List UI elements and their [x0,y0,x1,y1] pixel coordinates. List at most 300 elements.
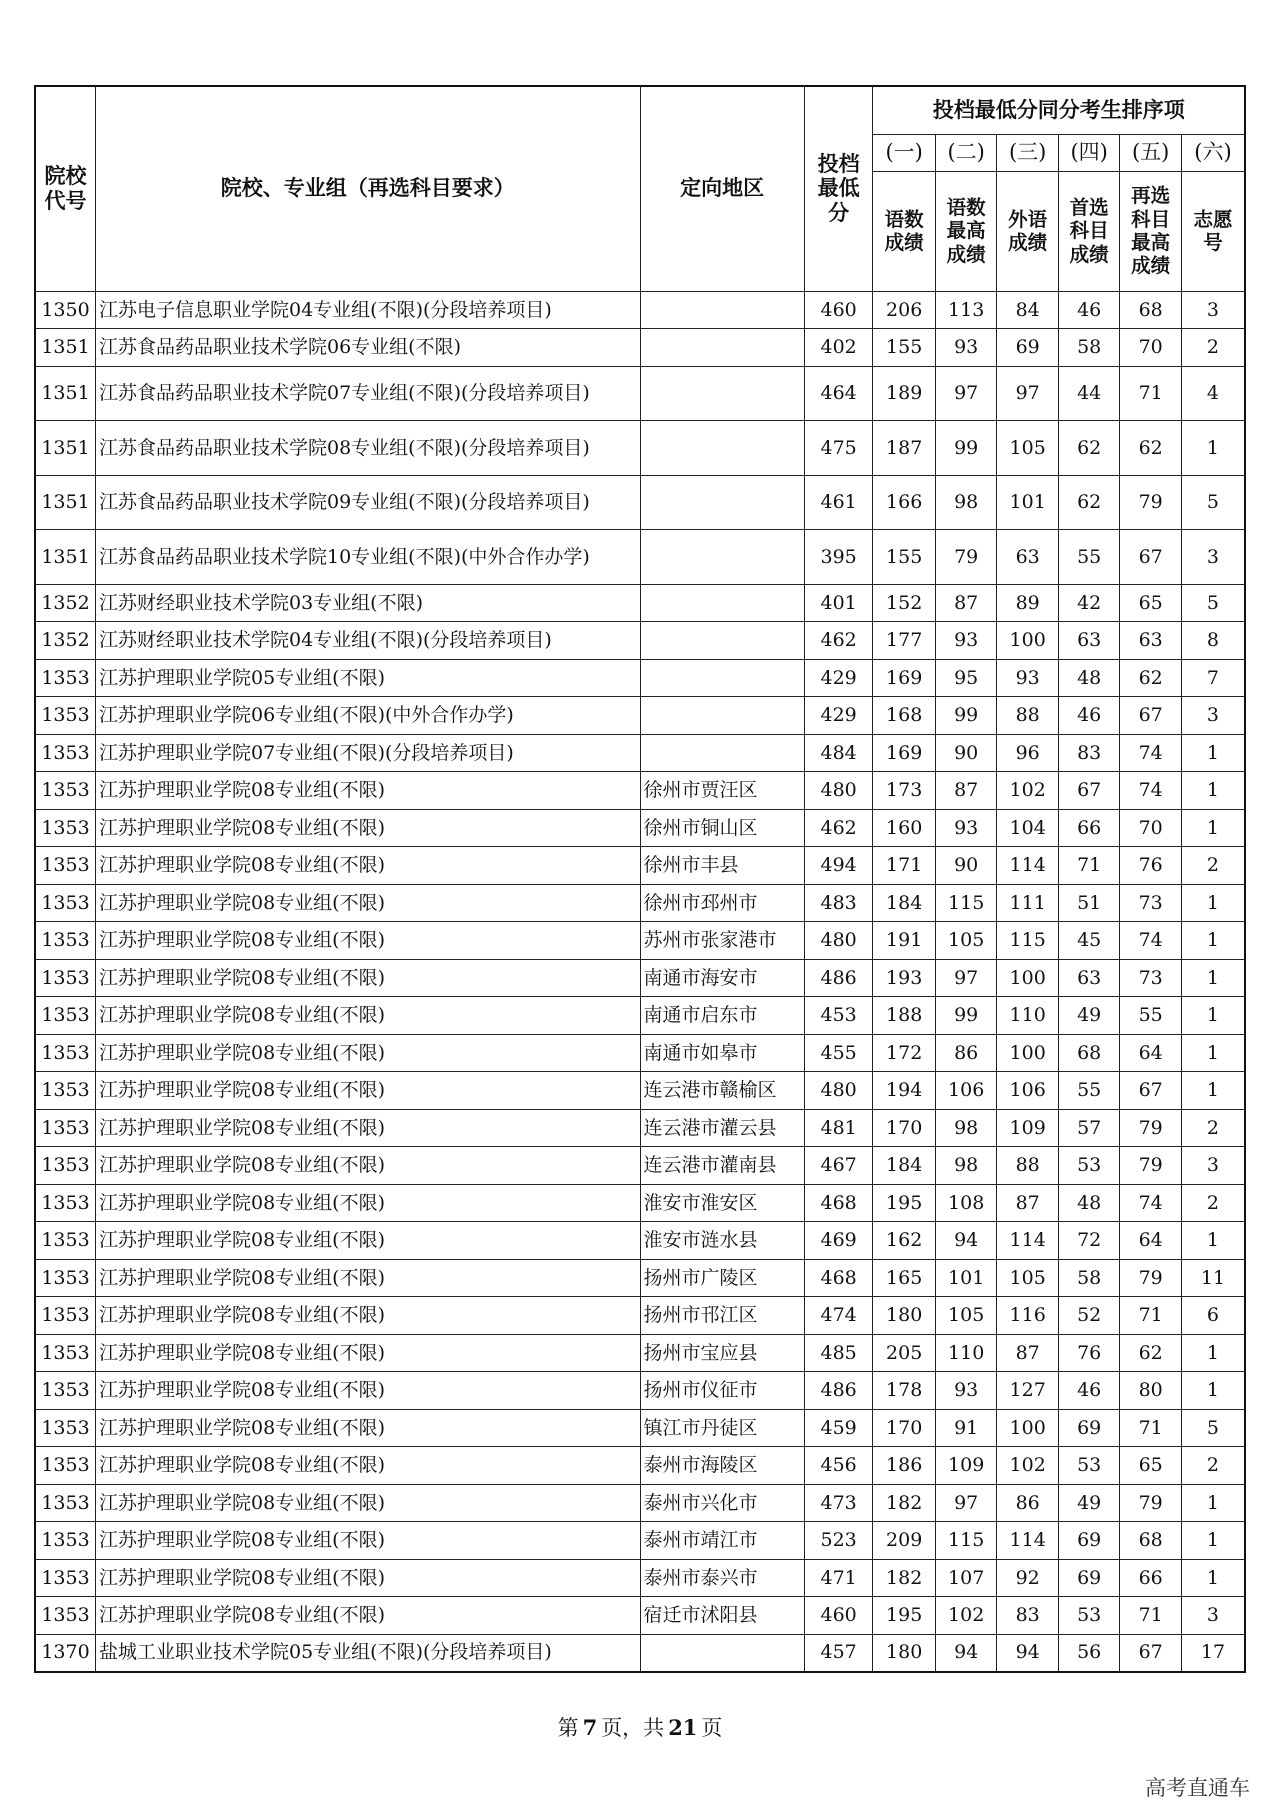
cell-region: 连云港市灌云县 [640,1109,804,1147]
cell-region: 苏州市张家港市 [640,922,804,960]
cell-sort-5: 79 [1120,1484,1182,1522]
table-row [35,847,1245,885]
table-row [35,997,1245,1035]
cell-sort-1: 171 [873,847,936,885]
cell-code: 1353 [35,1409,96,1447]
cell-min-score: 469 [804,1222,873,1260]
header-order-5: (五) [1120,134,1182,171]
cell-min-score: 429 [804,659,873,697]
cell-sort-5: 79 [1120,475,1182,530]
cell-sort-5: 64 [1120,1034,1182,1072]
cell-name: 江苏护理职业学院08专业组(不限) [96,1447,641,1485]
cell-sort-6: 1 [1181,1559,1245,1597]
cell-name: 江苏食品药品职业技术学院07专业组(不限)(分段培养项目) [96,366,641,421]
table-row [35,329,1245,367]
cell-sort-4: 55 [1058,530,1120,585]
cell-min-score: 475 [804,421,873,476]
header-name: 院校、专业组（再选科目要求） [96,86,641,291]
cell-sort-2: 95 [935,659,997,697]
cell-sort-4: 71 [1058,847,1120,885]
cell-sort-2: 79 [935,530,997,585]
cell-code: 1353 [35,1484,96,1522]
cell-sort-3: 114 [997,1522,1059,1560]
cell-min-score: 459 [804,1409,873,1447]
table-row [35,1597,1245,1635]
cell-sort-4: 62 [1058,475,1120,530]
cell-region [640,366,804,421]
cell-code: 1353 [35,1597,96,1635]
cell-code: 1353 [35,922,96,960]
cell-sort-2: 94 [935,1634,997,1672]
cell-region: 徐州市邳州市 [640,884,804,922]
cell-sort-3: 83 [997,1597,1059,1635]
cell-region [640,475,804,530]
cell-sort-3: 88 [997,1147,1059,1185]
cell-code: 1353 [35,1447,96,1485]
header-min-score: 投档最低分 [804,86,873,291]
cell-name: 江苏护理职业学院08专业组(不限) [96,997,641,1035]
footer-total-pages: 21 [668,1715,698,1740]
cell-sort-2: 107 [935,1559,997,1597]
cell-sort-4: 66 [1058,809,1120,847]
cell-sort-1: 169 [873,659,936,697]
cell-region [640,421,804,476]
cell-region: 淮安市淮安区 [640,1184,804,1222]
cell-sort-3: 100 [997,1034,1059,1072]
cell-sort-6: 3 [1181,291,1245,329]
cell-region [640,584,804,622]
cell-sort-2: 113 [935,291,997,329]
cell-sort-1: 152 [873,584,936,622]
cell-sort-3: 105 [997,421,1059,476]
table-row [35,584,1245,622]
cell-sort-5: 74 [1120,772,1182,810]
cell-name: 江苏护理职业学院08专业组(不限) [96,922,641,960]
cell-code: 1353 [35,1147,96,1185]
cell-name: 江苏护理职业学院08专业组(不限) [96,1372,641,1410]
cell-name: 江苏食品药品职业技术学院10专业组(不限)(中外合作办学) [96,530,641,585]
cell-sort-6: 2 [1181,1184,1245,1222]
cell-sort-4: 53 [1058,1147,1120,1185]
table-row [35,1147,1245,1185]
cell-sort-5: 68 [1120,291,1182,329]
header-sort-5: 再选科目最高成绩 [1120,171,1182,291]
cell-sort-5: 70 [1120,329,1182,367]
cell-region: 扬州市宝应县 [640,1334,804,1372]
cell-min-score: 468 [804,1259,873,1297]
cell-sort-2: 93 [935,622,997,660]
cell-sort-2: 109 [935,1447,997,1485]
cell-sort-4: 58 [1058,329,1120,367]
table-row [35,366,1245,421]
cell-sort-5: 80 [1120,1372,1182,1410]
cell-region: 镇江市丹徒区 [640,1409,804,1447]
cell-min-score: 523 [804,1522,873,1560]
cell-min-score: 456 [804,1447,873,1485]
cell-sort-1: 182 [873,1559,936,1597]
cell-min-score: 460 [804,291,873,329]
header-sort-6: 志愿号 [1181,171,1245,291]
cell-region: 徐州市铜山区 [640,809,804,847]
cell-sort-1: 160 [873,809,936,847]
cell-code: 1353 [35,1034,96,1072]
cell-sort-1: 193 [873,959,936,997]
cell-sort-3: 127 [997,1372,1059,1410]
table-row [35,1634,1245,1672]
cell-sort-4: 49 [1058,997,1120,1035]
cell-min-score: 480 [804,922,873,960]
table-row [35,291,1245,329]
cell-sort-5: 65 [1120,1447,1182,1485]
cell-sort-2: 93 [935,329,997,367]
cell-sort-6: 2 [1181,1447,1245,1485]
cell-min-score: 494 [804,847,873,885]
cell-sort-6: 5 [1181,475,1245,530]
cell-min-score: 486 [804,959,873,997]
cell-code: 1353 [35,1372,96,1410]
cell-sort-4: 46 [1058,697,1120,735]
cell-sort-5: 71 [1120,1597,1182,1635]
cell-sort-3: 97 [997,366,1059,421]
cell-sort-5: 70 [1120,809,1182,847]
cell-name: 江苏护理职业学院08专业组(不限) [96,1259,641,1297]
table-row [35,1522,1245,1560]
cell-sort-5: 79 [1120,1259,1182,1297]
cell-sort-6: 3 [1181,697,1245,735]
cell-sort-3: 111 [997,884,1059,922]
cell-region [640,1634,804,1672]
cell-sort-2: 86 [935,1034,997,1072]
cell-sort-4: 46 [1058,291,1120,329]
cell-name: 江苏食品药品职业技术学院08专业组(不限)(分段培养项目) [96,421,641,476]
cell-region: 南通市启东市 [640,997,804,1035]
cell-sort-4: 51 [1058,884,1120,922]
cell-region [640,697,804,735]
cell-min-score: 468 [804,1184,873,1222]
cell-sort-5: 65 [1120,584,1182,622]
header-sort-3: 外语成绩 [997,171,1059,291]
cell-sort-6: 1 [1181,1222,1245,1260]
cell-code: 1351 [35,366,96,421]
cell-region: 徐州市丰县 [640,847,804,885]
cell-name: 江苏护理职业学院08专业组(不限) [96,1597,641,1635]
cell-sort-3: 101 [997,475,1059,530]
cell-sort-3: 87 [997,1334,1059,1372]
cell-sort-1: 165 [873,1259,936,1297]
cell-name: 江苏护理职业学院08专业组(不限) [96,1034,641,1072]
cell-region: 扬州市邗江区 [640,1297,804,1335]
cell-region: 连云港市赣榆区 [640,1072,804,1110]
table-row [35,1109,1245,1147]
cell-min-score: 453 [804,997,873,1035]
cell-sort-2: 90 [935,734,997,772]
cell-sort-2: 101 [935,1259,997,1297]
cell-sort-1: 170 [873,1409,936,1447]
cell-sort-5: 55 [1120,997,1182,1035]
cell-code: 1353 [35,1222,96,1260]
header-order-3: (三) [997,134,1059,171]
table-row [35,659,1245,697]
cell-sort-3: 100 [997,622,1059,660]
cell-name: 江苏护理职业学院06专业组(不限)(中外合作办学) [96,697,641,735]
cell-sort-1: 180 [873,1297,936,1335]
table-row [35,922,1245,960]
cell-name: 江苏护理职业学院08专业组(不限) [96,1147,641,1185]
cell-sort-5: 74 [1120,922,1182,960]
cell-sort-3: 102 [997,1447,1059,1485]
cell-min-score: 460 [804,1597,873,1635]
cell-code: 1353 [35,1184,96,1222]
cell-sort-3: 96 [997,734,1059,772]
cell-sort-1: 162 [873,1222,936,1260]
cell-sort-6: 5 [1181,1409,1245,1447]
cell-sort-4: 69 [1058,1409,1120,1447]
header-sort-2: 语数最高成绩 [935,171,997,291]
footer-page-number: 7 [582,1715,598,1740]
cell-sort-3: 115 [997,922,1059,960]
cell-sort-6: 2 [1181,329,1245,367]
cell-sort-5: 64 [1120,1222,1182,1260]
cell-sort-5: 71 [1120,366,1182,421]
cell-sort-3: 105 [997,1259,1059,1297]
cell-sort-6: 3 [1181,1597,1245,1635]
cell-name: 江苏食品药品职业技术学院06专业组(不限) [96,329,641,367]
cell-sort-1: 191 [873,922,936,960]
header-order-4: (四) [1058,134,1120,171]
cell-sort-1: 173 [873,772,936,810]
table-body [35,291,1245,1672]
cell-sort-1: 172 [873,1034,936,1072]
cell-sort-3: 92 [997,1559,1059,1597]
cell-sort-1: 168 [873,697,936,735]
cell-sort-3: 114 [997,847,1059,885]
cell-min-score: 480 [804,1072,873,1110]
cell-sort-6: 1 [1181,809,1245,847]
cell-sort-1: 205 [873,1334,936,1372]
cell-sort-6: 3 [1181,530,1245,585]
cell-sort-6: 1 [1181,884,1245,922]
cell-min-score: 401 [804,584,873,622]
table-row [35,1484,1245,1522]
cell-name: 江苏护理职业学院08专业组(不限) [96,1297,641,1335]
cell-name: 江苏财经职业技术学院04专业组(不限)(分段培养项目) [96,622,641,660]
cell-name: 江苏护理职业学院08专业组(不限) [96,809,641,847]
footer-middle: 页，共 [601,1716,665,1740]
cell-sort-5: 74 [1120,1184,1182,1222]
cell-name: 江苏财经职业技术学院03专业组(不限) [96,584,641,622]
cell-sort-5: 67 [1120,530,1182,585]
table-row [35,1372,1245,1410]
cell-sort-5: 76 [1120,847,1182,885]
cell-min-score: 455 [804,1034,873,1072]
cell-sort-3: 86 [997,1484,1059,1522]
cell-min-score: 395 [804,530,873,585]
cell-name: 江苏护理职业学院08专业组(不限) [96,884,641,922]
cell-code: 1353 [35,697,96,735]
cell-sort-6: 2 [1181,1109,1245,1147]
cell-sort-6: 6 [1181,1297,1245,1335]
cell-sort-3: 89 [997,584,1059,622]
cell-sort-4: 62 [1058,421,1120,476]
cell-code: 1353 [35,809,96,847]
header-sort-1: 语数成绩 [873,171,936,291]
cell-sort-2: 99 [935,697,997,735]
cell-sort-4: 67 [1058,772,1120,810]
cell-code: 1370 [35,1634,96,1672]
header-order-1: (一) [873,134,936,171]
cell-sort-4: 55 [1058,1072,1120,1110]
cell-sort-4: 63 [1058,622,1120,660]
cell-sort-2: 94 [935,1222,997,1260]
cell-sort-3: 69 [997,329,1059,367]
cell-name: 盐城工业职业技术学院05专业组(不限)(分段培养项目) [96,1634,641,1672]
cell-sort-2: 110 [935,1334,997,1372]
cell-sort-1: 186 [873,1447,936,1485]
table-row [35,622,1245,660]
cell-name: 江苏护理职业学院08专业组(不限) [96,1334,641,1372]
cell-region: 南通市海安市 [640,959,804,997]
cell-sort-1: 206 [873,291,936,329]
cell-sort-3: 63 [997,530,1059,585]
cell-code: 1353 [35,659,96,697]
cell-code: 1351 [35,421,96,476]
cell-region: 连云港市灌南县 [640,1147,804,1185]
cell-region: 泰州市兴化市 [640,1484,804,1522]
cell-sort-5: 67 [1120,1634,1182,1672]
cell-sort-6: 1 [1181,1484,1245,1522]
cell-region [640,291,804,329]
cell-sort-4: 45 [1058,922,1120,960]
cell-code: 1353 [35,959,96,997]
cell-sort-2: 102 [935,1597,997,1635]
cell-sort-2: 87 [935,772,997,810]
cell-code: 1351 [35,530,96,585]
cell-sort-5: 74 [1120,734,1182,772]
cell-name: 江苏护理职业学院08专业组(不限) [96,1109,641,1147]
cell-sort-5: 73 [1120,959,1182,997]
cell-sort-6: 8 [1181,622,1245,660]
cell-min-score: 473 [804,1484,873,1522]
cell-min-score: 462 [804,622,873,660]
cell-name: 江苏护理职业学院08专业组(不限) [96,847,641,885]
table-row [35,421,1245,476]
cell-region: 淮安市涟水县 [640,1222,804,1260]
cell-region: 泰州市海陵区 [640,1447,804,1485]
cell-sort-2: 97 [935,959,997,997]
cell-sort-4: 83 [1058,734,1120,772]
cell-name: 江苏护理职业学院08专业组(不限) [96,772,641,810]
cell-region: 南通市如皋市 [640,1034,804,1072]
cell-sort-4: 52 [1058,1297,1120,1335]
cell-sort-1: 188 [873,997,936,1035]
cell-region: 泰州市靖江市 [640,1522,804,1560]
header-sort-4: 首选科目成绩 [1058,171,1120,291]
cell-sort-2: 105 [935,1297,997,1335]
cell-region [640,329,804,367]
cell-sort-1: 177 [873,622,936,660]
cell-sort-6: 1 [1181,1334,1245,1372]
cell-name: 江苏食品药品职业技术学院09专业组(不限)(分段培养项目) [96,475,641,530]
cell-sort-6: 1 [1181,421,1245,476]
cell-sort-4: 56 [1058,1634,1120,1672]
cell-sort-2: 108 [935,1184,997,1222]
cell-code: 1353 [35,1259,96,1297]
cell-sort-2: 93 [935,1372,997,1410]
table-row [35,959,1245,997]
cell-sort-6: 1 [1181,922,1245,960]
table-row [35,884,1245,922]
cell-sort-5: 67 [1120,697,1182,735]
cell-code: 1350 [35,291,96,329]
cell-sort-1: 166 [873,475,936,530]
cell-sort-3: 106 [997,1072,1059,1110]
cell-code: 1353 [35,1334,96,1372]
cell-sort-2: 87 [935,584,997,622]
cell-sort-5: 68 [1120,1522,1182,1560]
cell-sort-1: 195 [873,1184,936,1222]
cell-sort-1: 178 [873,1372,936,1410]
cell-sort-2: 115 [935,884,997,922]
cell-sort-6: 7 [1181,659,1245,697]
cell-sort-6: 17 [1181,1634,1245,1672]
cell-code: 1353 [35,847,96,885]
cell-min-score: 486 [804,1372,873,1410]
cell-sort-3: 116 [997,1297,1059,1335]
cell-min-score: 483 [804,884,873,922]
cell-name: 江苏护理职业学院08专业组(不限) [96,959,641,997]
table-row [35,1559,1245,1597]
cell-sort-4: 58 [1058,1259,1120,1297]
cell-min-score: 467 [804,1147,873,1185]
cell-region: 徐州市贾汪区 [640,772,804,810]
table-row [35,809,1245,847]
cell-sort-5: 79 [1120,1147,1182,1185]
cell-min-score: 484 [804,734,873,772]
cell-sort-3: 84 [997,291,1059,329]
cell-sort-1: 209 [873,1522,936,1560]
cell-sort-1: 184 [873,884,936,922]
cell-sort-3: 100 [997,959,1059,997]
cell-code: 1353 [35,734,96,772]
cell-code: 1353 [35,1297,96,1335]
cell-sort-5: 71 [1120,1297,1182,1335]
cell-sort-5: 71 [1120,1409,1182,1447]
cell-sort-4: 76 [1058,1334,1120,1372]
cell-sort-6: 1 [1181,1072,1245,1110]
cell-sort-4: 68 [1058,1034,1120,1072]
footer-suffix: 页 [701,1716,723,1740]
cell-sort-2: 97 [935,366,997,421]
cell-sort-5: 67 [1120,1072,1182,1110]
cell-name: 江苏护理职业学院08专业组(不限) [96,1222,641,1260]
cell-name: 江苏护理职业学院05专业组(不限) [96,659,641,697]
cell-sort-2: 93 [935,809,997,847]
cell-sort-5: 63 [1120,622,1182,660]
cell-code: 1351 [35,475,96,530]
cell-min-score: 485 [804,1334,873,1372]
cell-code: 1353 [35,997,96,1035]
cell-sort-6: 4 [1181,366,1245,421]
cell-sort-5: 62 [1120,1334,1182,1372]
cell-sort-3: 88 [997,697,1059,735]
cell-sort-6: 1 [1181,997,1245,1035]
header-order-6: (六) [1181,134,1245,171]
cell-sort-3: 100 [997,1409,1059,1447]
cell-region [640,622,804,660]
table-row [35,475,1245,530]
cell-code: 1353 [35,1522,96,1560]
cell-sort-1: 182 [873,1484,936,1522]
